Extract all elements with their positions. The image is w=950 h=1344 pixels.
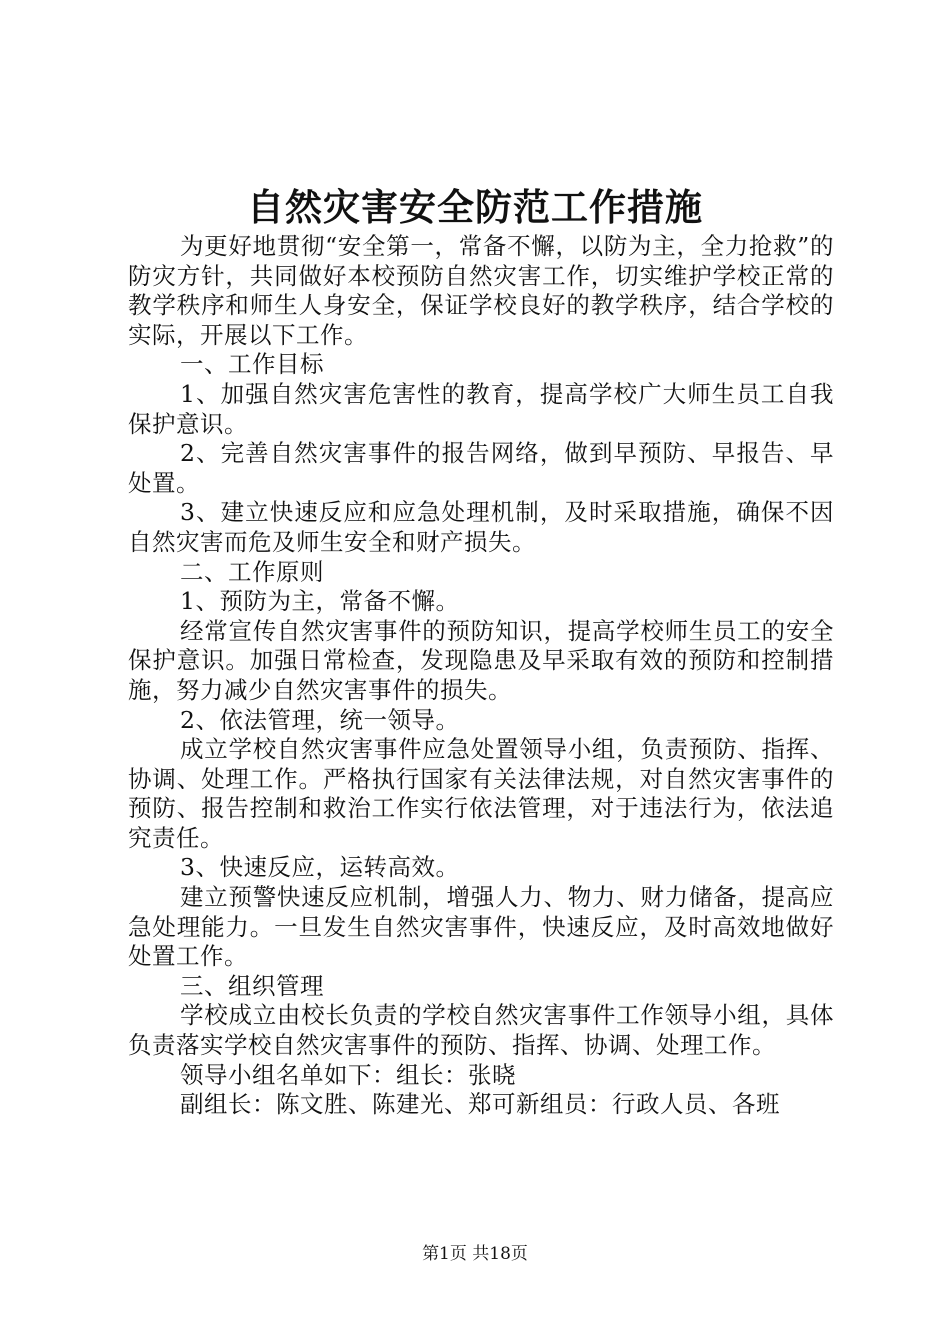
principle-3-text: 建立预警快速反应机制，增强人力、物力、财力储备，提高应急处理能力。一旦发生自然灾害事件，快速反应，及时高效地做好处置工作。 — [128, 883, 834, 971]
document-title: 自然灾害安全防范工作措施 — [247, 185, 703, 229]
intro-paragraph: 为更好地贯彻“安全第一，常备不懈，以防为主，全力抢救”的防灾方针，共同做好本校预防自然灾害工作，切实维护学校正常的教学秩序和师生人身安全，保证学校良好的教学秩序，结合学校的实际，开展以下工作。 — [128, 232, 834, 349]
section-heading-principles: 二、工作原则 — [180, 557, 324, 586]
goal-item-1: 1、加强自然灾害危害性的教育，提高学校广大师生员工自我保护意识。 — [128, 379, 834, 438]
goal-item-3: 3、建立快速反应和应急处理机制，及时采取措施，确保不因自然灾害而危及师生安全和财产损失。 — [128, 498, 834, 556]
section-heading-organization: 三、组织管理 — [180, 971, 324, 1000]
deputy-list: 副组长：陈文胜、陈建光、郑可新组员：行政人员、各班 — [180, 1090, 780, 1119]
section-heading-goals: 一、工作目标 — [180, 350, 324, 379]
principle-3-heading: 3、快速反应，运转高效。 — [180, 853, 460, 882]
document-body — [128, 232, 834, 1120]
principle-2-text: 成立学校自然灾害事件应急处置领导小组，负责预防、指挥、协调、处理工作。严格执行国家有关法律法规，对自然灾害事件的预防、报告控制和救治工作实行依法管理，对于违法行为，依法追究责任。 — [128, 735, 834, 852]
leadership-list: 领导小组名单如下：组长：张晓 — [180, 1060, 516, 1089]
principle-1-heading: 1、预防为主，常备不懈。 — [180, 587, 460, 616]
goal-item-2: 2、完善自然灾害事件的报告网络，做到早预防、早报告、早处置。 — [128, 439, 834, 497]
principle-2-heading: 2、依法管理，统一领导。 — [180, 705, 460, 734]
page-footer: 第1页 共18页 — [422, 1244, 528, 1264]
principle-1-text: 经常宣传自然灾害事件的预防知识，提高学校师生员工的安全保护意识。加强日常检查，发现隐患及早采取有效的预防和控制措施，努力减少自然灾害事件的损失。 — [128, 616, 834, 704]
organization-text: 学校成立由校长负责的学校自然灾害事件工作领导小组，具体负责落实学校自然灾害事件的预防、指挥、协调、处理工作。 — [128, 1001, 834, 1060]
